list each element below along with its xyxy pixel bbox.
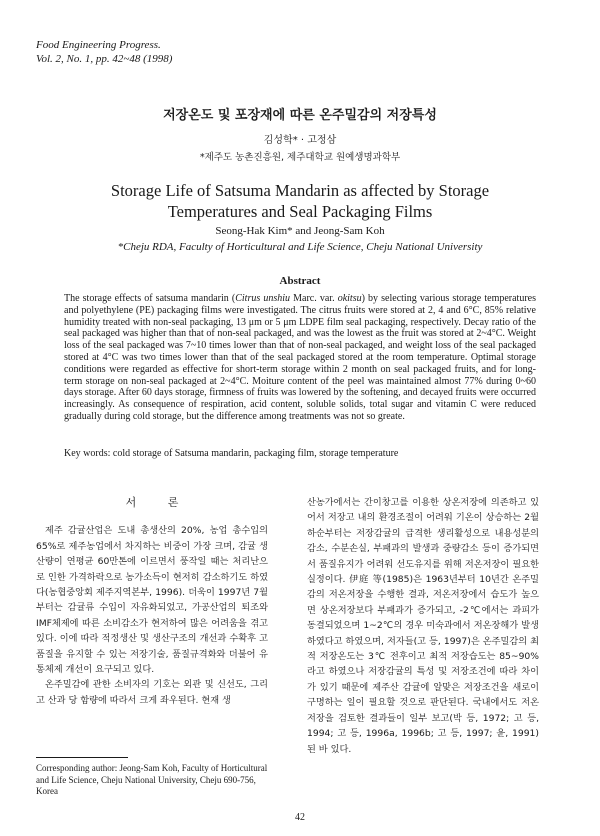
english-authors: Seong-Hak Kim* and Jeong-Sam Koh (215, 225, 385, 237)
abstract-text-pre: The storage effects of satsuma mandarin ( (64, 293, 236, 304)
english-title-line-2: Temperatures and Seal Packaging Films (167, 202, 433, 221)
intro-heading: 서 론 (125, 496, 193, 509)
english-title (0, 180, 600, 222)
abstract-species: Citrus unshiu (235, 293, 291, 304)
korean-title: 저장온도 및 포장재에 따른 온주밀감의 저장특성 (163, 108, 437, 123)
abstract-paragraph (64, 293, 536, 423)
intro-paragraph-continued: 산농가에서는 간이창고를 이용한 상온저장에 의존하고 있어서 저장고 내의 환경조절이 어려워 기온이 상승하는 2월 하순부터는 저장감귤의 급격한 생리활성으로 내용성분의 감소, 수분손실, 부패과의 발생과 중량감소 등이 증가되면서 품질유지가 어려워 선도유지를 위해 저온저장이 필요한 실정이다. 伊庭 等(1985)은 1963년부터 10년간 온주밀감의 저온저장을 수행한 결과, 저온저장에서 습도가 높으면 상온저장보다 부패과가 증가되고, -2℃에서는 과피가 동결되었으며 1~2℃의 경우 미숙과에서 저온장해가 발생하였다고 하였으며, 저자들(고 등, 1997)은 온주밀감의 최적 저장온도는 3℃ 전후이고 최적 저장습도는 85~90%라고 하였으나 저장감귤의 특성 및 저장조건에 따라 차이가 있기 때문에 제주산 감귤에 알맞은 저장조건을 새로이 구명하는 일이 필요할 것으로 판단된다. 국내에서도 저온저장을 검토한 결과들이 일부 보고(박 등, 1972; 고 등, 1994; 고 등, 1996a, 1996b; 고 등, 1997; 윤, 1991)된 바 있다. (307, 497, 539, 755)
abstract-variety: okitsu (337, 293, 362, 304)
corresponding-author-footnote: Corresponding author: Jeong-Sam Koh, Faculty of Horticultural and Life Science, Cheju National University, Cheju 690-756, Korea (36, 763, 268, 796)
page-number: 42 (295, 812, 305, 823)
journal-header (36, 38, 172, 66)
keywords: Key words: cold storage of Satsuma mandarin, packaging film, storage temperature (64, 448, 399, 459)
footnote-divider (36, 757, 128, 758)
abstract-body (64, 293, 536, 423)
abstract-heading: Abstract (279, 275, 321, 287)
abstract-text-mid: Marc. var. (290, 293, 338, 304)
abstract-text-post: ) by selecting various storage temperatures and polyethylene (PE) packaging films were investigated. The citrus fruits were stored at 2, 4 and 6°C, 85% relative humidity treated with non-seal packaging, 13 μm or 5 μm LDPE film seal packaging, respectively. Decay ratio of the seal packaged was higher than that of non-seal packaged, and was the lowest as the fruit was stored at 2~4°C. Weight loss of the seal packaged was 7~10 times lower than that of non-seal packaged, and weight loss of the seal packaged stored at 4°C was two times lower than that of the seal packaged stored at the room temperature. Optimal storage conditions were regarded as effective for short-term storage within 2 month on seal packaged fruits, and for long-term storage on non-seal packaged at 2~4°C. Moiture content of the peel was maintained almost 77% during 0~60 days storage. After 60 days storage, firmness of fruits was lowered by the softening, and decayed fruits were occurred increasingly. As consequence of respiration, acid content, soluble solids, total sugar and vitamin C were reduced gradually during cold storage, but the difference among treatments was not so greate. (64, 293, 537, 422)
journal-name: Food Engineering Progress. (36, 39, 161, 51)
intro-right-column (307, 495, 539, 757)
journal-citation: Vol. 2, No. 1, pp. 42~48 (1998) (36, 53, 173, 65)
english-affiliation: *Cheju RDA, Faculty of Horticultural and Life Science, Cheju National University (117, 241, 483, 253)
korean-authors: 김성학* · 고정삼 (263, 135, 337, 146)
english-title-line-1: Storage Life of Satsuma Mandarin as affected by Storage (110, 181, 490, 200)
intro-paragraph-1: 제주 감귤산업은 도내 총생산의 20%, 농업 총수입의 65%로 제주농업에서 차지하는 비중이 가장 크며, 감귤 생산량이 연평균 60만톤에 이르면서 풍작일 때는 처리난으로 인한 가격하락으로 농가소득이 현저히 감소하기도 하였다(농협중앙회 제주지역본부, 1996). 더욱이 1997년 7월부터는 감귤류 수입이 자유화되었고, 가공산업의 퇴조와 IMF체제에 따른 소비감소가 현저하여 많은 어려움을 겪고 있다. 이에 따라 적정생산 및 생산구조의 개선과 수확후 고품질을 유지할 수 있는 저장기술, 품질규격화와 더불어 유통체제 개선이 요구되고 있다. (36, 525, 268, 676)
intro-left-column (36, 495, 268, 708)
intro-paragraph-2: 온주밀감에 관한 소비자의 기호는 외관 및 신선도, 그리고 산과 당 함량에 따라서 크게 좌우된다. 현재 생 (36, 679, 268, 706)
korean-affiliation: *제주도 농촌진흥원, 제주대학교 원예생명과학부 (199, 152, 401, 163)
